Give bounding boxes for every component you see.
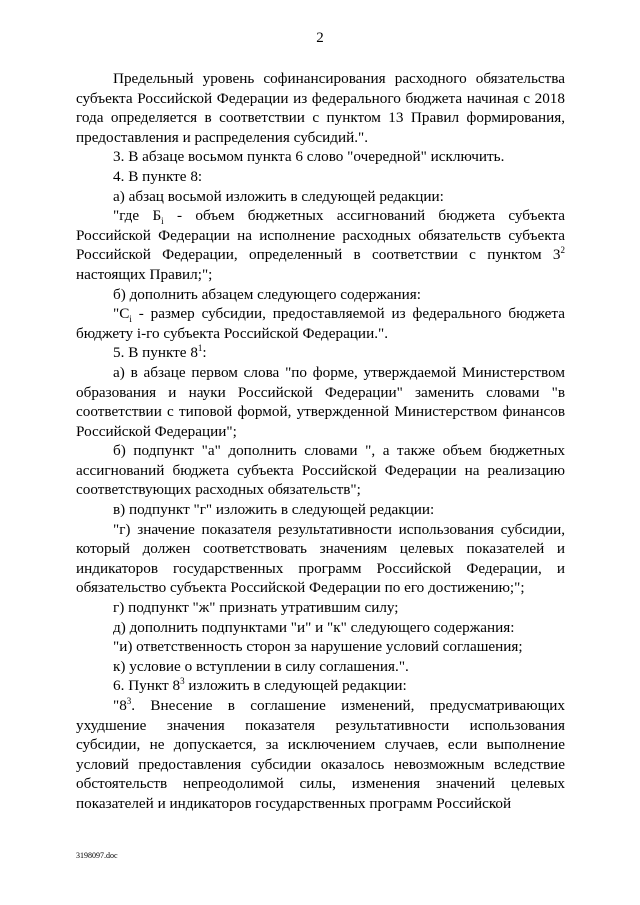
paragraph: б) дополнить абзацем следующего содержания: [113,285,421,303]
paragraph [76,343,565,363]
paragraph: д) дополнить подпунктами "и" и "к" следующего содержания: [113,618,515,636]
paragraph: Предельный уровень софинансирования расходного обязательства субъекта Российской Федерации из федерального бюджета начиная с 2018 года определяется в соответствии с пунктом 13 Правил формирования, предоставления и распределения субсидий.". [76,70,565,146]
text-run: : [202,344,207,362]
text-run: изложить в следующей редакции: [184,677,407,695]
paragraph: г) подпункт "ж" признать утратившим силу; [113,599,399,617]
paragraph [76,304,565,343]
text-run: настоящих Правил;"; [76,265,213,283]
paragraph: а) абзац восьмой изложить в следующей редакции: [113,187,444,205]
text-run: "8 [113,697,127,714]
superscript: 3 [126,695,132,706]
text-run: - объем бюджетных ассигнований бюджета субъекта Российской Федерации на исполнение расходных обязательств субъекта Российской Федерации, определенный в соответствии с пунктом 3 [76,207,565,264]
paragraph: "г) значение показателя результативности использования субсидии, который должен соответствовать значениям целевых показателей и индикаторов государственных программ Российской Федерации, и обязательство субъекта Российской Федерации по его достижению;"; [76,520,565,597]
text-run: 6. Пункт 8 [113,677,181,695]
page-number: 2 [316,30,324,46]
text-run: 5. В пункте 8 [113,344,198,362]
text-run: "C [113,305,130,323]
paragraph: а) в абзаце первом слова "по форме, утверждаемой Министерством образования и науки Российской Федерации" заменить словами "в соответствии с типовой формой, утвержденной Министерством финансов Российской Федерации"; [76,363,565,440]
document-body [76,69,565,814]
superscript: 1 [197,343,203,354]
paragraph: 4. В пункте 8: [113,167,203,185]
subscript: i [161,216,164,227]
paragraph: б) подпункт "а" дополнить словами ", а также объем бюджетных ассигнований бюджета субъекта Российской Федерации на реализацию соответствующих расходных обязательств"; [76,442,565,499]
paragraph: к) условие о вступлении в силу соглашения.". [113,657,409,675]
paragraph [76,696,565,814]
paragraph: в) подпункт "г" изложить в следующей редакции: [113,501,435,519]
text-run: . Внесение в соглашение изменений, предусматривающих ухудшение значения показателя результативности использования субсидии, не допускается, за исключением случаев, если выполнение условий предоставления субсидии оказалось невозможным вследствие обстоятельств непреодолимой силы, изменения значений целевых показателей и индикаторов государственных программ Российской [76,697,565,812]
file-name-footer: 3198097.doc [76,851,118,860]
paragraph [76,206,565,284]
paragraph: 3. В абзаце восьмом пункта 6 слово "очередной" исключить. [113,148,505,166]
text-run: - размер субсидии, предоставляемой из федерального бюджета бюджету i-го субъекта Российской Федерации.". [76,305,565,342]
superscript: 3 [180,676,185,687]
subscript: i [129,314,132,325]
superscript: 2 [560,245,565,256]
paragraph [76,676,565,696]
text-run: "где Б [113,207,162,225]
paragraph: "и) ответственность сторон за нарушение условий соглашения; [113,638,523,656]
